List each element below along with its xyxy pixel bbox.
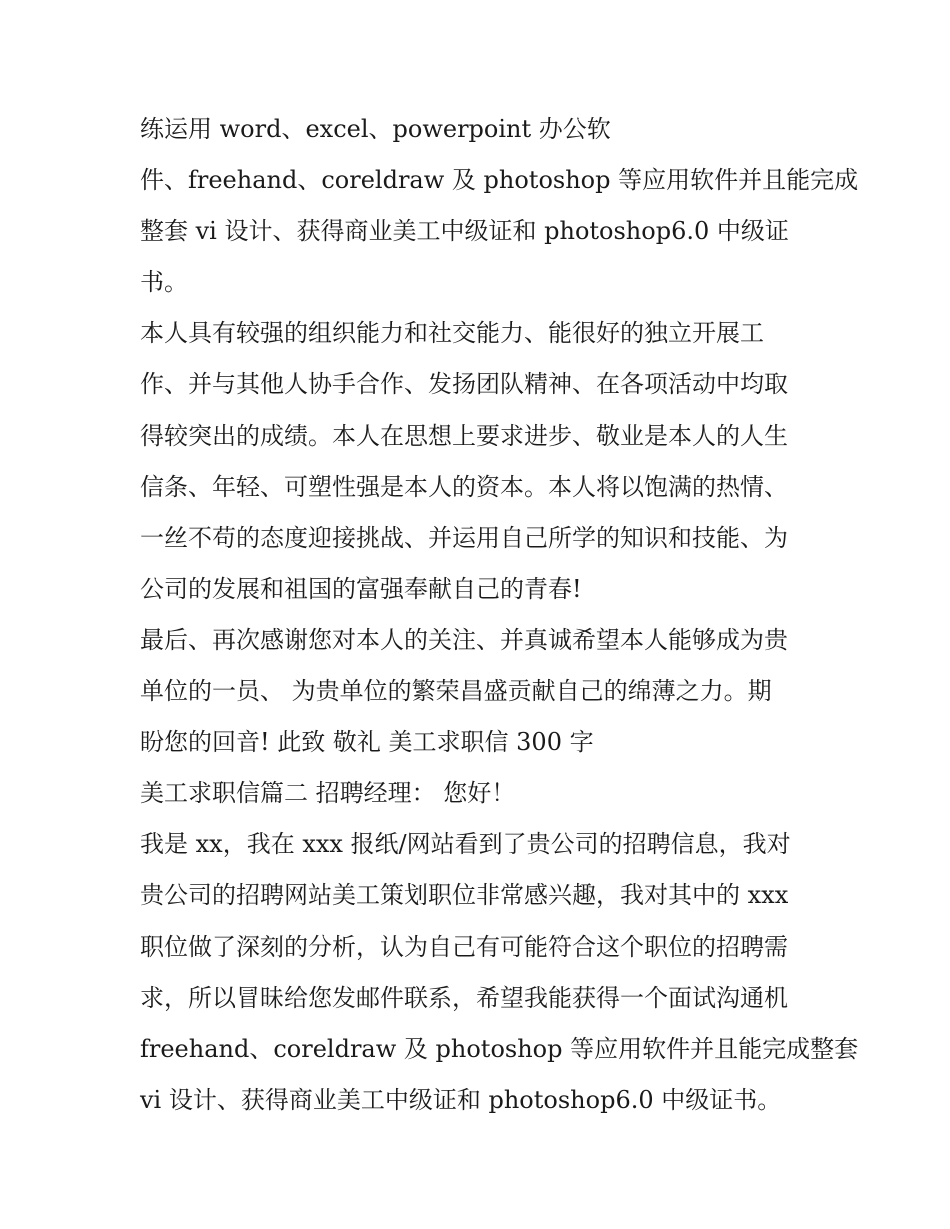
text-line: 美工求职信篇二 招聘经理： 您好！: [140, 779, 516, 808]
text-line: 盼您的回音! 此致 敬礼 美工求职信 300 字: [140, 728, 594, 757]
text-line: 信条、年轻、可塑性强是本人的资本。本人将以饱满的热情、: [140, 472, 788, 501]
text-line: 最后、再次感谢您对本人的关注、并真诚希望本人能够成为贵: [140, 625, 788, 654]
text-line: 公司的发展和祖国的富强奉献自己的青春!: [140, 574, 582, 603]
text-line: 整套 vi 设计、获得商业美工中级证和 photoshop6.0 中级证: [140, 217, 789, 246]
text-line: 作、并与其他人协手合作、发扬团队精神、在各项活动中均取: [140, 370, 788, 399]
text-line: 一丝不苟的态度迎接挑战、并运用自己所学的知识和技能、为: [140, 523, 788, 552]
text-line: 我是 xx，我在 xxx 报纸/网站看到了贵公司的招聘信息，我对: [140, 830, 791, 859]
text-line: vi 设计、获得商业美工中级证和 photoshop6.0 中级证书。: [140, 1085, 782, 1114]
text-line: 贵公司的招聘网站美工策划职位非常感兴趣，我对其中的 xxx: [140, 881, 789, 910]
text-line: 得较突出的成绩。本人在思想上要求进步、敬业是本人的人生: [140, 421, 788, 450]
text-line: freehand、coreldraw 及 photoshop 等应用软件并且能完成整套: [140, 1034, 859, 1063]
text-line: 本人具有较强的组织能力和社交能力、能很好的独立开展工: [140, 319, 764, 348]
text-line: 求，所以冒昧给您发邮件联系，希望我能获得一个面试沟通机: [140, 983, 788, 1012]
text-line: 练运用 word、excel、powerpoint 办公软: [140, 115, 611, 143]
text-line: 书。: [140, 268, 188, 297]
document-body: [140, 104, 859, 1126]
text-line: 件、freehand、coreldraw 及 photoshop 等应用软件并且能完成: [140, 166, 859, 195]
text-line: 职位做了深刻的分析，认为自己有可能符合这个职位的招聘需: [140, 932, 788, 961]
text-line: 单位的一员、 为贵单位的繁荣昌盛贡献自己的绵薄之力。期: [140, 677, 772, 706]
